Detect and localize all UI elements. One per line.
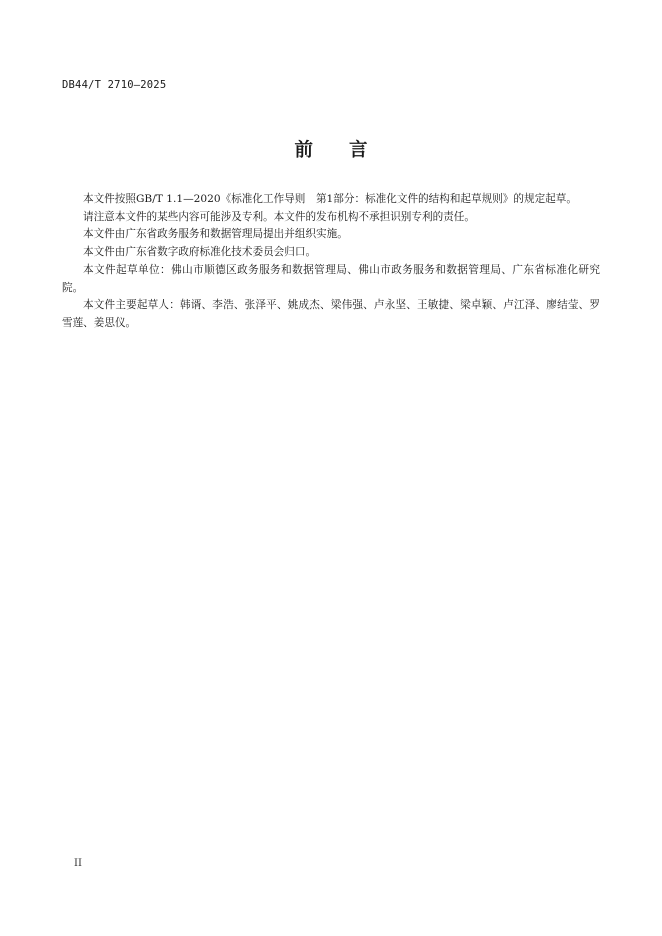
- title-char-2: 言: [349, 140, 368, 161]
- page-title: [0, 136, 662, 162]
- paragraph-patent-notice: 请注意本文件的某些内容可能涉及专利。本文件的发布机构不承担识别专利的责任。: [83, 210, 475, 223]
- paragraph-committee: 本文件由广东省数字政府标准化技术委员会归口。: [83, 246, 317, 259]
- paragraph-drafters: 本文件主要起草人：韩谞、李浩、张泽平、姚成杰、梁伟强、卢永坚、王敏捷、梁卓颖、卢江泽、廖结莹、罗雪莲、姜思仪。: [62, 299, 600, 329]
- foreword-body: [62, 191, 600, 333]
- page-number: II: [74, 858, 82, 869]
- document-code: DB44/T 2710—2025: [62, 79, 167, 91]
- paragraph-drafting-rules: 本文件按照GB/T 1.1—2020《标准化工作导则 第1部分：标准化文件的结构和起草规则》的规定起草。: [83, 193, 577, 205]
- paragraph-drafting-units: 本文件起草单位：佛山市顺德区政务服务和数据管理局、佛山市政务服务和数据管理局、广东省标准化研究院。: [62, 263, 600, 294]
- title-char-1: 前: [294, 140, 313, 161]
- paragraph-proposer: 本文件由广东省政务服务和数据管理局提出并组织实施。: [83, 228, 348, 241]
